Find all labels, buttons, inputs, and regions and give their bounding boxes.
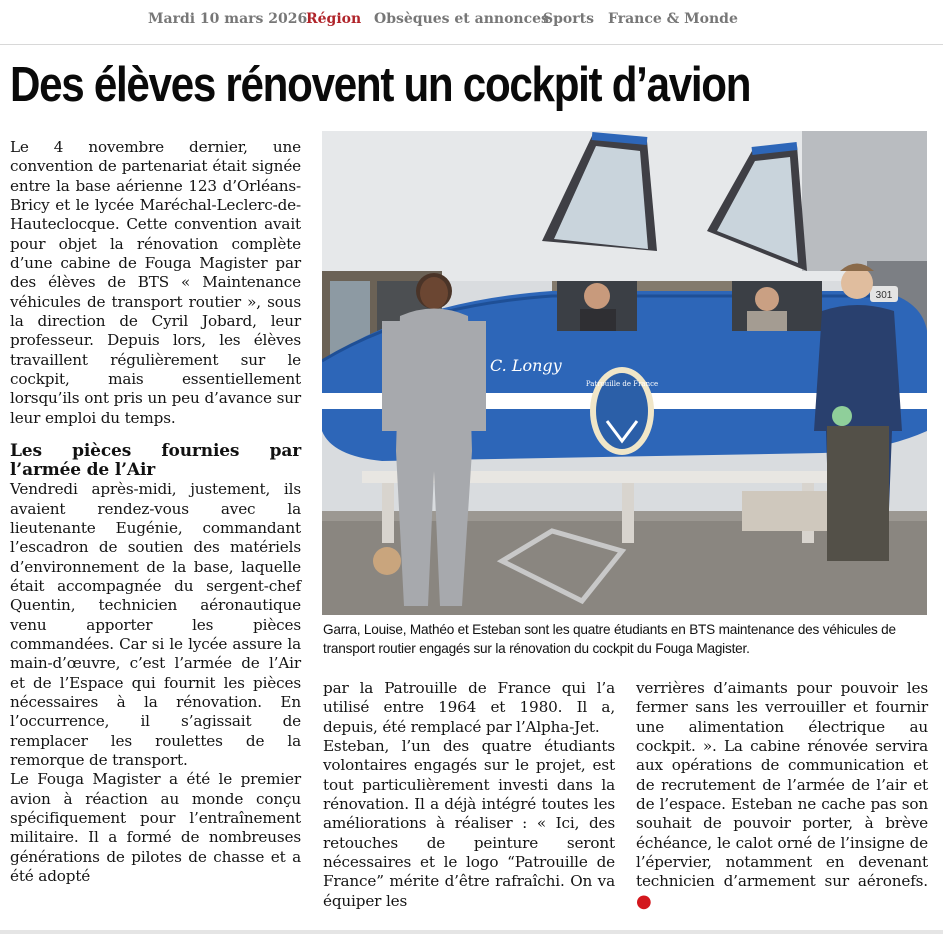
article-photo[interactable] [322,131,927,615]
article-column-2 [323,679,615,911]
nav-item-france-monde[interactable]: France & Monde [608,11,738,27]
nav-item-sports[interactable]: Sports [543,11,594,27]
end-of-article-mark: ● [636,890,652,912]
aircraft-number-tag: 301 [875,290,893,301]
article-column-1 [10,138,301,886]
top-navigation-bar [0,0,943,45]
plane-script-lettering: C. Longy [490,356,562,375]
paragraph: par la Patrouille de France qui l’a utilisé entre 1964 et 1980. Il a, depuis, été remplacé par l’Alpha-Jet. [323,679,615,736]
nav-menu [0,11,943,33]
article-column-3 [636,679,928,912]
photo-caption: Garra, Louise, Mathéo et Esteban sont les quatre étudiants en BTS maintenance des véhicules de transport routier engagés sur la rénovation du cockpit du Fouga Magister. [323,622,896,656]
nav-date: Mardi 10 mars 2026 [148,11,308,27]
paragraph-text: verrières d’aimants pour pouvoir les fermer sans les verrouiller et fournir une alimentation électrique au cockpit. ». La cabine rénovée servira aux opérations de communication et de recrutement de l’armée de l’air et de l’espace. Esteban ne cache pas son souhait de pouvoir porter, à brève échéance, le calot orné de l’insigne de l’épervier, notamment en devenant technicien d’armement sur aéronefs. [636,679,928,891]
paragraph: Vendredi après-midi, justement, ils avaient rendez-vous avec la lieutenante Eugénie, commandant l’escadron de soutien des matériels d’environnement de la base, laquelle était accompagnée du sergent-chef Quentin, technicien aéronautique venu apporter les pièces commandées. Car si le lycée assure la main-d’œuvre, c’est l’armée de l’Air et de l’Espace qui fournit les pièces nécessaires à la rénovation. En l’occurrence, il s’agissait de remplacer les roulettes de la remorque de transport. [10,480,301,769]
bottom-divider [0,930,943,934]
cockpit-photo-illustration [322,131,927,615]
paragraph: Le 4 novembre dernier, une convention de partenariat était signée entre la base aérienne 123 d’Orléans-Bricy et le lycée Maréchal-Leclerc-de-Hauteclocque. Cette convention avait pour objet la rénovation complète d’une cabine de Fouga Magister par des élèves de BTS « Maintenance véhicules de transport routier », sous la direction de Cyril Jobard, leur professeur. Depuis lors, les élèves travaillent régulièrement sur le cockpit, mais essentiellement lorsqu’ils ont pris un peu d’avance sur leur emploi du temps. [10,138,301,427]
paragraph: Le Fouga Magister a été le premier avion à réaction au monde conçu spécifiquement pour l’entraînement militaire. Il a formé de nombreuses générations de pilotes de chasse et a été adopté [10,770,301,886]
article-subhead: Les pièces fournies par l’armée de l’Air [10,441,301,481]
patrouille-logo: Patrouille de France [585,380,659,388]
nav-item-obseques[interactable]: Obsèques et annonces [374,11,549,27]
nav-item-region[interactable]: Région [306,11,362,27]
paragraph: Esteban, l’un des quatre étudiants volontaires engagés sur le projet, est tout particulièrement investi dans la rénovation. Il a déjà intégré toutes les améliorations à réaliser : « Ici, des retouches de peinture seront nécessaires et le logo “Patrouille de France” mérite d’être rafraîchi. On va équiper les [323,737,615,910]
paragraph [636,679,928,912]
article-headline: Des élèves rénovent un cockpit d’avion [10,58,751,112]
